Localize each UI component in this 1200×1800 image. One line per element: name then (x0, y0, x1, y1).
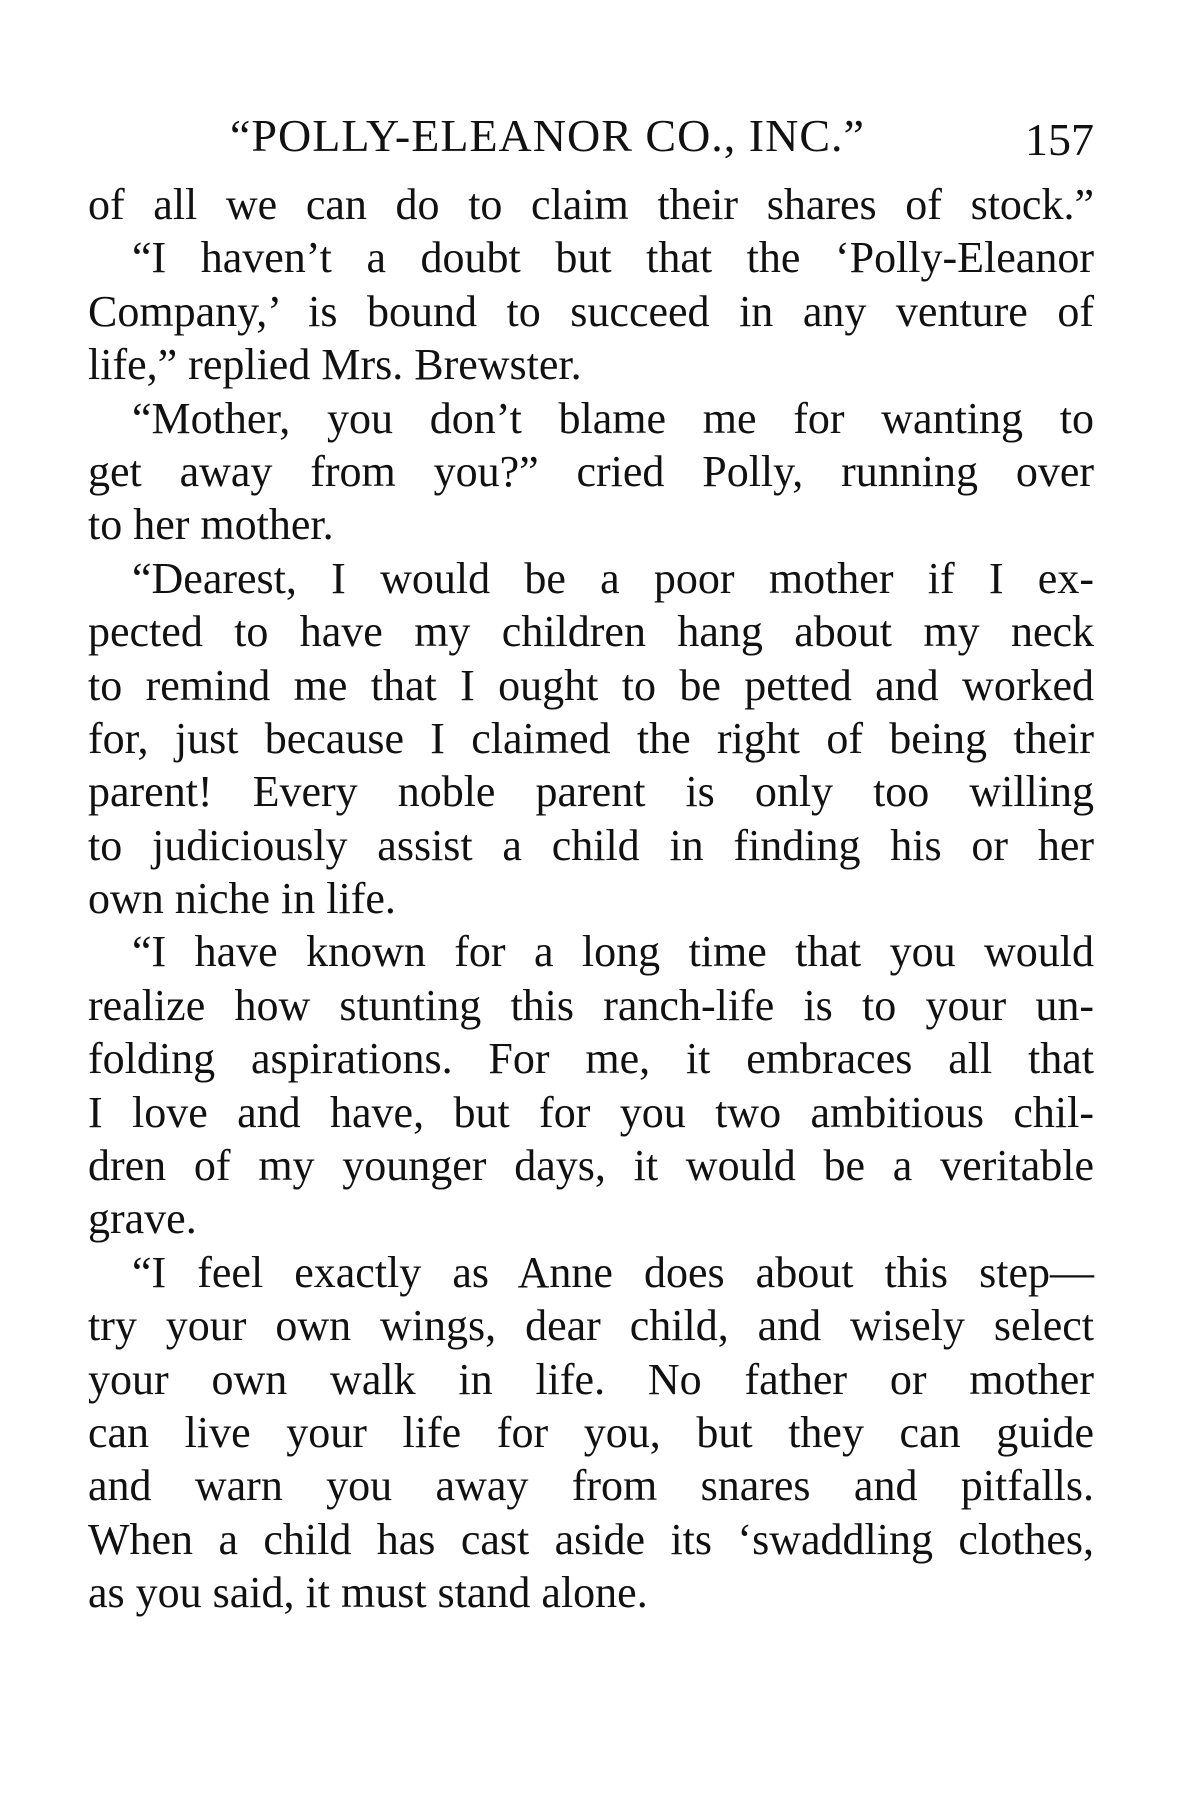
text-line: get away from you?” cried Polly, running over (88, 446, 1094, 496)
text-line: life,” replied Mrs. Brewster. (88, 340, 582, 390)
text-line: of all we can do to claim their shares of stock.” (88, 180, 1094, 229)
text-line: grave. (88, 1194, 197, 1244)
text-line: and warn you away from snares and pitfalls. (88, 1461, 1094, 1511)
text-line: “I have known for a long time that you would (132, 927, 1094, 977)
running-header (88, 106, 1094, 166)
text-line: I love and have, but for you two ambitious chil- (88, 1087, 1094, 1137)
text-line: for, just because I claimed the right of being their (88, 713, 1094, 763)
text-line: “Dearest, I would be a poor mother if I ex- (132, 553, 1094, 603)
text-line: own niche in life. (88, 874, 396, 924)
text-line: try your own wings, dear child, and wisely select (88, 1301, 1094, 1351)
text-line: “Mother, you don’t blame me for wanting to (132, 393, 1094, 443)
text-line: pected to have my children hang about my neck (88, 607, 1094, 657)
text-line: your own walk in life. No father or mother (88, 1354, 1094, 1404)
text-line: Company,’ is bound to succeed in any venture of (88, 286, 1094, 336)
text-line: parent! Every noble parent is only too willing (88, 767, 1094, 817)
text-line: can live your life for you, but they can guide (88, 1407, 1094, 1457)
text-line: folding aspirations. For me, it embraces all that (88, 1034, 1094, 1084)
text-line: realize how stunting this ranch-life is to your un- (88, 980, 1094, 1030)
text-line: as you said, it must stand alone. (88, 1568, 648, 1618)
text-line: dren of my younger days, it would be a veritable (88, 1141, 1094, 1191)
text-line: “I feel exactly as Anne does about this step— (132, 1247, 1094, 1297)
text-line: to judiciously assist a child in finding his or her (88, 820, 1094, 870)
running-title: “POLLY-ELEANOR CO., INC.” (230, 110, 865, 161)
text-line: When a child has cast aside its ‘swaddling clothes, (88, 1514, 1094, 1564)
page-number: 157 (1025, 114, 1094, 165)
text-line: to remind me that I ought to be petted and worked (88, 660, 1094, 710)
text-line: “I haven’t a doubt but that the ‘Polly-Eleanor (132, 233, 1094, 283)
text-line: to her mother. (88, 500, 334, 550)
body-text (88, 178, 1094, 1620)
